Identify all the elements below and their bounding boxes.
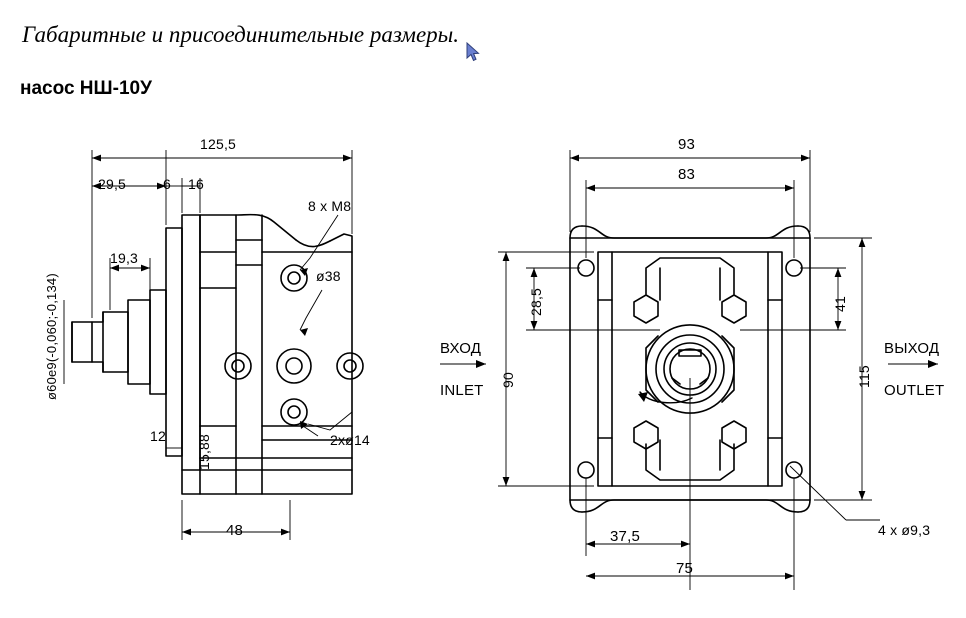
label-inlet-en: INLET	[440, 382, 484, 399]
note-8xM8: 8 x M8	[308, 198, 352, 214]
dim-75: 75	[676, 560, 694, 577]
dim-90: 90	[500, 372, 516, 388]
dim-83: 83	[678, 166, 696, 183]
dim-19-3: 19,3	[110, 250, 139, 266]
label-outlet-ru: ВЫХОД	[884, 340, 940, 357]
dim-115: 115	[856, 365, 872, 388]
dim-37-5: 37,5	[610, 528, 640, 545]
dim-15-88: 15,88	[196, 433, 212, 470]
dim-48: 48	[226, 522, 244, 539]
dim-41: 41	[832, 296, 848, 312]
dim-28-5: 28,5	[528, 287, 544, 316]
dim-shaft-diameter: ø60e9(-0,060;-0,134)	[44, 273, 59, 400]
note-4x9-3: 4 x ø9,3	[878, 522, 931, 538]
label-outlet-en: OUTLET	[884, 382, 945, 399]
dim-6: 6	[163, 176, 171, 192]
page-subtitle: насос НШ-10У	[20, 78, 152, 99]
label-inlet-ru: ВХОД	[440, 340, 482, 357]
note-2x14: 2xø14	[330, 432, 370, 448]
dim-125-5: 125,5	[200, 136, 237, 152]
dim-bolt-circle-38: ø38	[316, 268, 341, 284]
dim-93: 93	[678, 136, 696, 153]
page-title: Габаритные и присоединительные размеры.	[22, 22, 459, 47]
dim-12: 12	[150, 428, 166, 444]
dim-16: 16	[188, 176, 204, 192]
dim-29-5: 29,5	[98, 176, 127, 192]
